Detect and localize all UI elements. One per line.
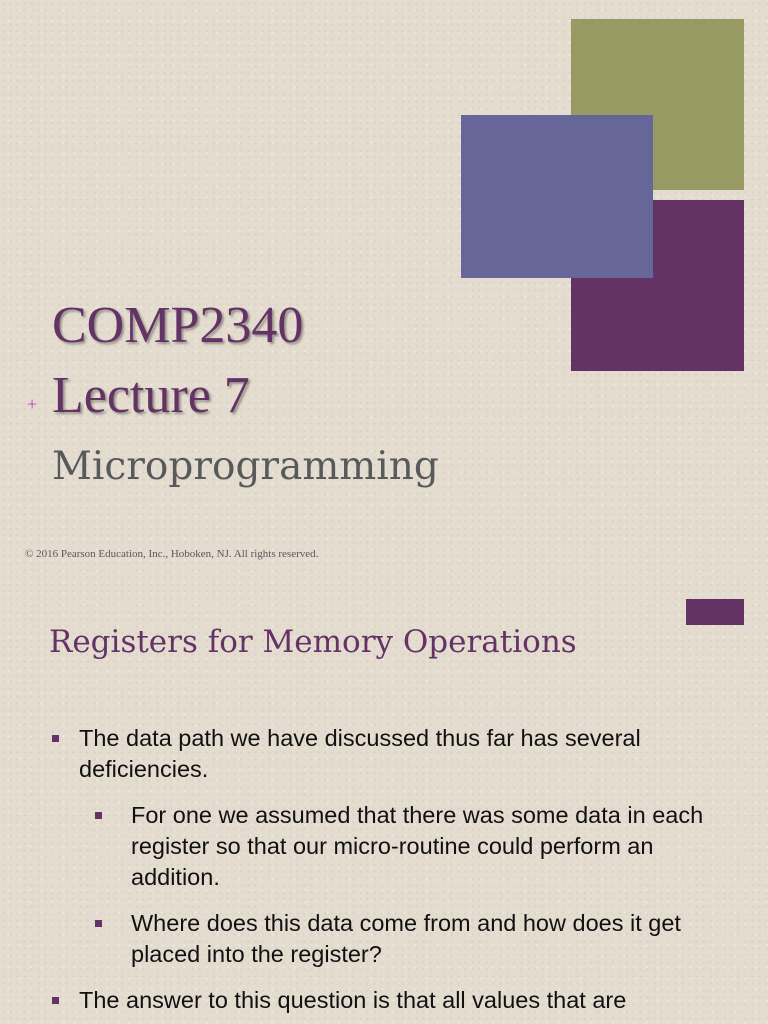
slide-title: Registers for Memory Operations	[49, 624, 577, 660]
sub-bullet-item	[131, 800, 721, 893]
sub-bullet-item	[131, 908, 721, 970]
course-code-title: COMP2340	[52, 297, 304, 354]
sub-bullet-text: Where does this data come from and how does it get placed into the register?	[131, 910, 681, 967]
bullet-item	[79, 723, 719, 785]
lecture-number-title: Lecture 7	[52, 367, 250, 424]
copyright-notice: © 2016 Pearson Education, Inc., Hoboken, NJ. All rights reserved.	[25, 548, 319, 560]
square-bullet-icon	[52, 997, 59, 1004]
plum-corner-decoration	[686, 599, 744, 625]
content-slide	[0, 580, 768, 1024]
bullet-item	[79, 985, 719, 1016]
sub-bullet-text: For one we assumed that there was some data in each register so that our micro-routine could perform an addition.	[131, 802, 704, 890]
plus-icon: +	[27, 394, 38, 414]
bullet-text: The data path we have discussed thus far has several deficiencies.	[79, 725, 641, 782]
square-bullet-icon	[52, 735, 59, 742]
square-bullet-icon	[95, 812, 102, 819]
bullet-text: The answer to this question is that all values that are	[79, 987, 627, 1013]
lecture-subtitle: Microprogramming	[52, 444, 439, 489]
square-bullet-icon	[95, 920, 102, 927]
blue-square-decoration	[461, 115, 653, 278]
